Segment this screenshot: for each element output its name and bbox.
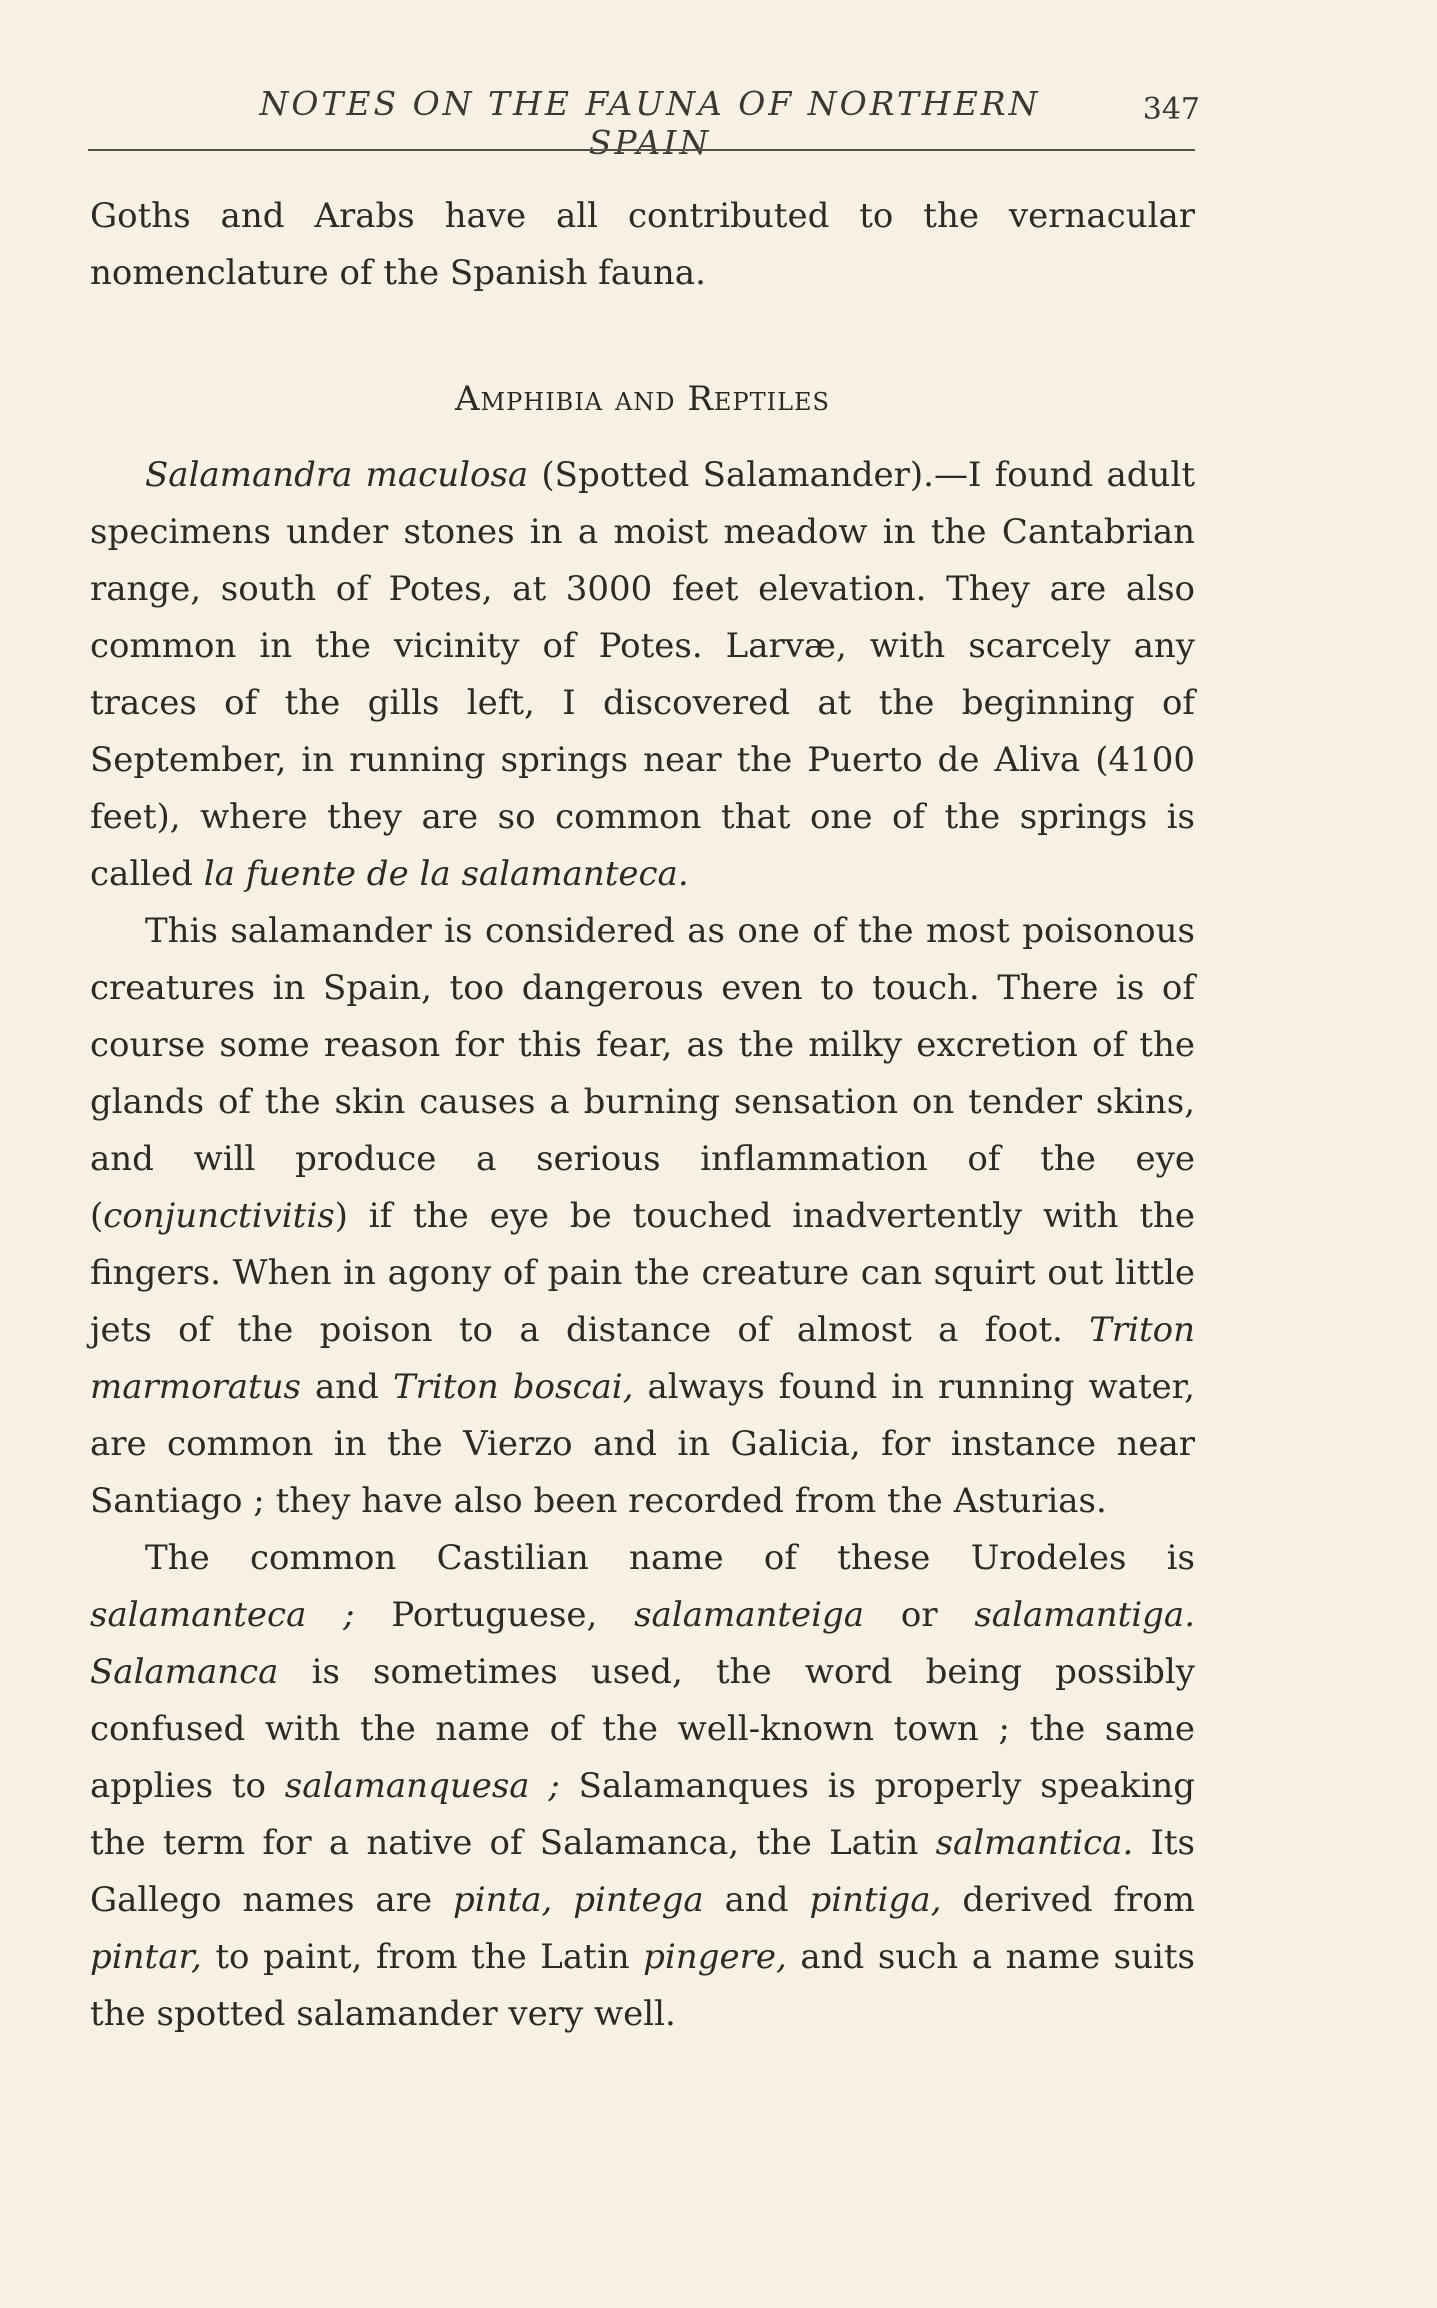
- paragraph-text: derived from: [941, 1880, 1195, 1920]
- vernacular-name: salmantica.: [935, 1823, 1134, 1863]
- vernacular-name: pintiga,: [809, 1880, 942, 1920]
- running-head: [90, 84, 1200, 162]
- paragraph-text: Portuguese,: [354, 1595, 635, 1635]
- species-name: Triton boscai,: [392, 1367, 634, 1407]
- vernacular-name: pingere,: [643, 1937, 787, 1977]
- vernacular-name: Salamanca: [90, 1652, 279, 1692]
- header-rule: [88, 149, 1195, 151]
- species-name: Triton marmoratus: [90, 1310, 1195, 1407]
- paragraph-text: and: [301, 1367, 393, 1407]
- body-text: [90, 188, 1195, 2043]
- paragraph-continued: Goths and Arabs have all contributed to the vernacular nomenclature of the Spanish fauna.: [90, 196, 1195, 293]
- paragraph-poison: [90, 903, 1195, 1530]
- species-name: Salamandra maculosa: [145, 455, 529, 495]
- paragraph-text: and: [703, 1880, 810, 1920]
- page-number: 347: [1142, 92, 1200, 127]
- vernacular-name: pintar,: [90, 1937, 202, 1977]
- vernacular-name: salamanteiga: [634, 1595, 865, 1635]
- paragraph-text: This salamander is considered as one of the most poisonous creatures in Spain, too dangerous even to touch. There is of course some reason for this fear, as the milky excretion of the glands of the skin causes a burning sensation on tender skins, and will produce a serious inflammation of the eye (: [90, 911, 1195, 1236]
- paragraph-text: (Spotted Salamander).—I found adult specimens under stones in a moist meadow in the Cantabrian range, south of Potes, at 3000 feet elevation. They are also common in the vicinity of Potes. Larvæ, with scarcely any traces of the gills left, I discovered at the beginning of September, in running springs near the Puerto de Aliva (4100 feet), where they are so common that one of the springs is called: [90, 455, 1195, 894]
- paragraph-text: ) if the eye be touched inadvertently with the fingers. When in agony of pain the creature can squirt out little jets of the poison to a distance of almost a foot.: [90, 1196, 1195, 1350]
- vernacular-name: pinta, pintega: [453, 1880, 704, 1920]
- vernacular-name: salamanteca ;: [90, 1595, 355, 1635]
- paragraph-salamandra: [90, 447, 1195, 903]
- paragraph-text: or: [864, 1595, 975, 1635]
- running-title: NOTES ON THE FAUNA OF NORTHERN SPAIN: [259, 84, 1041, 162]
- vernacular-name: salamanquesa ;: [284, 1766, 560, 1806]
- paragraph-text: The common Castilian name of these Urodeles is: [145, 1538, 1195, 1578]
- paragraph-text: Its Gallego names are: [90, 1823, 1196, 1920]
- paragraph-text: to paint, from the Latin: [201, 1937, 644, 1977]
- spring-name: la fuente de la salamanteca.: [203, 854, 689, 894]
- paragraph-text: Salamanques is properly speaking the term for a native of Salamanca, the Latin: [90, 1766, 1195, 1863]
- paragraph-names: [90, 1530, 1195, 2043]
- section-heading: Amphibia and Reptiles: [455, 379, 830, 419]
- paragraph-text: and such a name suits the spotted salamander very well.: [90, 1937, 1195, 2034]
- medical-term: conjunctivitis: [103, 1196, 335, 1236]
- paragraph-text: always found in running water, are common in the Vierzo and in Galicia, for instance near Santiago ; they have also been recorded from the Asturias.: [90, 1367, 1195, 1521]
- vernacular-name: salamantiga.: [974, 1595, 1196, 1635]
- paragraph-text: is sometimes used, the word being possibly confused with the name of the well-known town ; the same applies to: [90, 1652, 1195, 1806]
